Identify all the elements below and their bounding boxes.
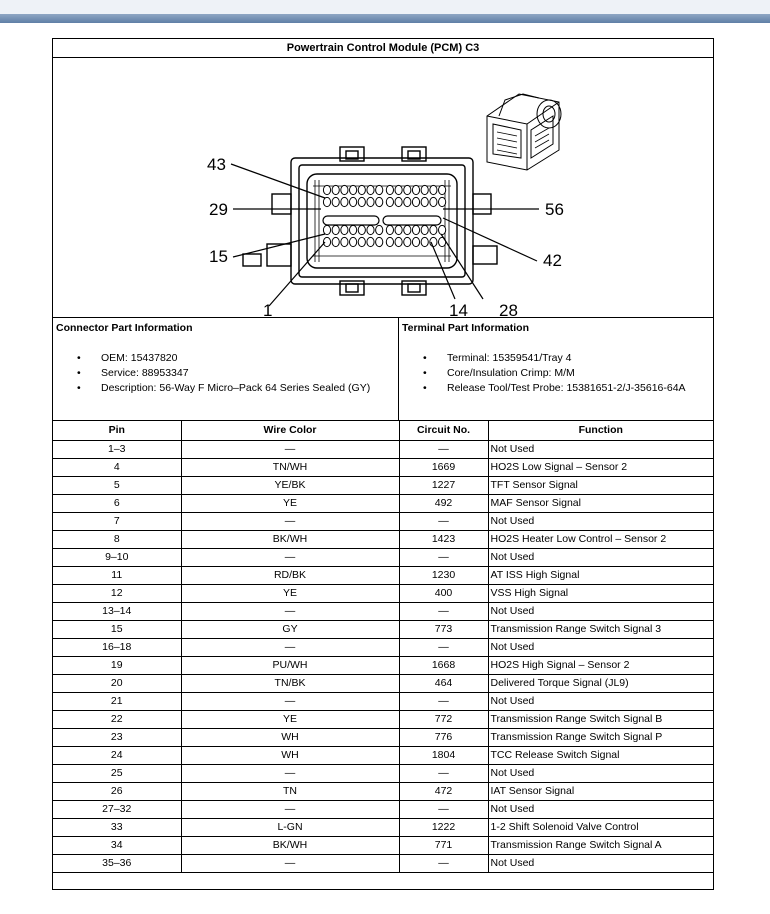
function-cell: Not Used (488, 638, 713, 656)
part-information (53, 318, 713, 421)
function-cell: Not Used (488, 602, 713, 620)
pin-cavity (395, 237, 402, 246)
wire-color-cell: — (181, 692, 399, 710)
wire-color-cell: YE (181, 494, 399, 512)
table-row (53, 530, 713, 548)
function-cell: IAT Sensor Signal (488, 782, 713, 800)
function-cell: Transmission Range Switch Signal 3 (488, 620, 713, 638)
table-row (53, 440, 713, 458)
pin-cavity (341, 225, 348, 234)
table-row (53, 746, 713, 764)
pin-cell: 20 (53, 674, 181, 692)
wire-color-cell: — (181, 512, 399, 530)
table-row (53, 764, 713, 782)
pin-cavity (376, 185, 383, 194)
pin-cell: 11 (53, 566, 181, 584)
pin-label-14: 14 (449, 301, 468, 317)
circuit-cell: — (399, 800, 488, 818)
pin-cell: 15 (53, 620, 181, 638)
circuit-cell: — (399, 764, 488, 782)
circuit-cell: 1423 (399, 530, 488, 548)
pin-cavity (323, 225, 330, 234)
pin-cavity (350, 197, 357, 206)
pin-label-28: 28 (499, 301, 518, 317)
pin-cavity (430, 237, 437, 246)
pin-cavity (421, 225, 428, 234)
wire-color-cell: — (181, 638, 399, 656)
wire-color-cell: WH (181, 746, 399, 764)
pin-cavity (412, 225, 419, 234)
function-cell: Not Used (488, 800, 713, 818)
pin-cell: 8 (53, 530, 181, 548)
wire-color-cell: YE (181, 710, 399, 728)
wire-color-cell: YE/BK (181, 476, 399, 494)
wire-color-cell: — (181, 800, 399, 818)
pin-cavity (350, 237, 357, 246)
wire-color-cell: — (181, 764, 399, 782)
pin-cavity (439, 197, 446, 206)
function-cell: MAF Sensor Signal (488, 494, 713, 512)
connector-housing (291, 158, 473, 284)
function-cell: Not Used (488, 692, 713, 710)
pin-label-1: 1 (263, 301, 273, 317)
pin-cell: 23 (53, 728, 181, 746)
circuit-cell: 1804 (399, 746, 488, 764)
pin-cavity (323, 185, 330, 194)
pin-cavity (341, 185, 348, 194)
column-header-circuit: Circuit No. (399, 421, 488, 440)
pin-cavity (386, 185, 393, 194)
wire-color-cell: — (181, 854, 399, 872)
table-row (53, 710, 713, 728)
pin-cavity (412, 185, 419, 194)
pin-cavity (367, 197, 374, 206)
pin-cell: 19 (53, 656, 181, 674)
table-row (53, 476, 713, 494)
pin-cell: 13–14 (53, 602, 181, 620)
pin-cell: 22 (53, 710, 181, 728)
wire-color-cell: BK/WH (181, 530, 399, 548)
terminal-release-tool: • Release Tool/Test Probe: 15381651-2/J-35616-64A (423, 381, 686, 396)
pin-cavity (439, 225, 446, 234)
column-header-pin: Pin (53, 421, 181, 440)
pin-cell: 24 (53, 746, 181, 764)
pin-cell: 16–18 (53, 638, 181, 656)
pin-cavity (430, 197, 437, 206)
terminal-info-heading: Terminal Part Information (402, 322, 529, 334)
pin-cell: 26 (53, 782, 181, 800)
pin-cavity (404, 225, 411, 234)
pin-number-labels (207, 155, 564, 317)
pin-label-29: 29 (209, 200, 228, 219)
circuit-cell: — (399, 854, 488, 872)
table-row (53, 548, 713, 566)
function-cell: HO2S Heater Low Control – Sensor 2 (488, 530, 713, 548)
wire-color-cell: L-GN (181, 818, 399, 836)
pin-cell: 6 (53, 494, 181, 512)
function-cell: TFT Sensor Signal (488, 476, 713, 494)
pin-cell: 35–36 (53, 854, 181, 872)
table-row (53, 512, 713, 530)
pin-cavity (421, 185, 428, 194)
pin-label-43: 43 (207, 155, 226, 174)
circuit-cell: 773 (399, 620, 488, 638)
column-header-function: Function (488, 421, 713, 440)
function-cell: Not Used (488, 854, 713, 872)
pin-cavity (376, 225, 383, 234)
circuit-cell: 1668 (399, 656, 488, 674)
pin-cavity (341, 197, 348, 206)
pin-cell: 4 (53, 458, 181, 476)
pin-cavity (367, 185, 374, 194)
wire-color-cell: — (181, 548, 399, 566)
wire-color-cell: — (181, 602, 399, 620)
document-title: Powertrain Control Module (PCM) C3 (53, 39, 713, 58)
terminal-part-info (399, 318, 713, 420)
table-row (53, 602, 713, 620)
wire-color-cell: — (181, 440, 399, 458)
connector-oem: • OEM: 15437820 (77, 351, 370, 366)
wire-color-cell: RD/BK (181, 566, 399, 584)
pin-table-header (53, 421, 713, 440)
circuit-cell: 472 (399, 782, 488, 800)
table-row (53, 674, 713, 692)
table-row (53, 638, 713, 656)
table-row (53, 782, 713, 800)
terminal-crimp: • Core/Insulation Crimp: M/M (423, 366, 686, 381)
circuit-cell: — (399, 512, 488, 530)
table-row (53, 494, 713, 512)
circuit-cell: 1222 (399, 818, 488, 836)
pin-cavity (332, 185, 339, 194)
pin-cavity (358, 197, 365, 206)
pin-cavity (395, 225, 402, 234)
pin-cavity (386, 237, 393, 246)
function-cell: AT ISS High Signal (488, 566, 713, 584)
pin-cell: 21 (53, 692, 181, 710)
function-cell: HO2S High Signal – Sensor 2 (488, 656, 713, 674)
pin-leader-lines (231, 164, 539, 306)
function-cell: HO2S Low Signal – Sensor 2 (488, 458, 713, 476)
circuit-cell: 492 (399, 494, 488, 512)
function-cell: Delivered Torque Signal (JL9) (488, 674, 713, 692)
function-cell: 1-2 Shift Solenoid Valve Control (488, 818, 713, 836)
pin-cell: 1–3 (53, 440, 181, 458)
circuit-cell: 776 (399, 728, 488, 746)
pin-cell: 27–32 (53, 800, 181, 818)
window-header-stripe (0, 14, 770, 23)
function-cell: Transmission Range Switch Signal P (488, 728, 713, 746)
column-header-wire-color: Wire Color (181, 421, 399, 440)
pin-cavity (386, 225, 393, 234)
wire-color-cell: TN (181, 782, 399, 800)
pin-label-42: 42 (543, 251, 562, 270)
pin-cavity (395, 197, 402, 206)
pin-label-56: 56 (545, 200, 564, 219)
circuit-cell: 400 (399, 584, 488, 602)
function-cell: Not Used (488, 548, 713, 566)
table-row (53, 800, 713, 818)
pin-cavity (323, 197, 330, 206)
connector-info-list (77, 351, 370, 396)
pin-cavity (350, 225, 357, 234)
table-row (53, 566, 713, 584)
pin-cavity (332, 225, 339, 234)
function-cell: Transmission Range Switch Signal B (488, 710, 713, 728)
circuit-cell: — (399, 692, 488, 710)
table-row (53, 656, 713, 674)
connector-diagram (53, 58, 713, 318)
pin-cell: 12 (53, 584, 181, 602)
connector-description: • Description: 56-Way F Micro–Pack 64 Series Sealed (GY) (77, 381, 370, 396)
table-row (53, 458, 713, 476)
circuit-cell: — (399, 638, 488, 656)
table-row (53, 620, 713, 638)
pin-cell: 9–10 (53, 548, 181, 566)
table-row (53, 692, 713, 710)
pin-cavity (350, 185, 357, 194)
connector-face-drawing (53, 58, 713, 317)
connector-isometric-thumbnail (487, 94, 561, 170)
circuit-cell: 1227 (399, 476, 488, 494)
browser-toolbar (0, 0, 770, 15)
pin-cavity (421, 237, 428, 246)
circuit-cell: 1230 (399, 566, 488, 584)
pin-cavity (386, 197, 393, 206)
pin-cavity (404, 197, 411, 206)
pin-cavity (395, 185, 402, 194)
function-cell: Not Used (488, 764, 713, 782)
pin-cavity (412, 197, 419, 206)
pin-cell: 34 (53, 836, 181, 854)
table-row (53, 836, 713, 854)
function-cell: TCC Release Switch Signal (488, 746, 713, 764)
table-row (53, 854, 713, 872)
connector-info-heading: Connector Part Information (56, 322, 193, 334)
pin-cavity (367, 225, 374, 234)
function-cell: Transmission Range Switch Signal A (488, 836, 713, 854)
pin-cavity (404, 237, 411, 246)
wire-color-cell: PU/WH (181, 656, 399, 674)
pin-cavity (358, 185, 365, 194)
pin-cell: 33 (53, 818, 181, 836)
pin-cavity (430, 225, 437, 234)
wire-color-cell: TN/BK (181, 674, 399, 692)
circuit-cell: 772 (399, 710, 488, 728)
connector-service: • Service: 88953347 (77, 366, 370, 381)
pin-cavity (367, 237, 374, 246)
function-cell: VSS High Signal (488, 584, 713, 602)
function-cell: Not Used (488, 440, 713, 458)
pin-table (53, 421, 713, 873)
function-cell: Not Used (488, 512, 713, 530)
pin-cell: 25 (53, 764, 181, 782)
pin-cavity (332, 197, 339, 206)
pin-cavity (404, 185, 411, 194)
circuit-cell: — (399, 440, 488, 458)
pin-cavity (376, 197, 383, 206)
table-row (53, 818, 713, 836)
pin-cavity (358, 237, 365, 246)
wire-color-cell: BK/WH (181, 836, 399, 854)
wire-color-cell: YE (181, 584, 399, 602)
pin-cavity (412, 237, 419, 246)
pin-cavity (376, 237, 383, 246)
connector-part-info (53, 318, 399, 420)
circuit-cell: 464 (399, 674, 488, 692)
terminal-info-list (423, 351, 686, 396)
terminal-number: • Terminal: 15359541/Tray 4 (423, 351, 686, 366)
wire-color-cell: WH (181, 728, 399, 746)
pin-label-15: 15 (209, 247, 228, 266)
pin-cavity (358, 225, 365, 234)
connector-document (52, 38, 714, 890)
wire-color-cell: TN/WH (181, 458, 399, 476)
circuit-cell: — (399, 602, 488, 620)
circuit-cell: 1669 (399, 458, 488, 476)
pin-cavity (439, 185, 446, 194)
pin-cell: 5 (53, 476, 181, 494)
wire-color-cell: GY (181, 620, 399, 638)
circuit-cell: 771 (399, 836, 488, 854)
pin-cavity (332, 237, 339, 246)
pin-cavity (421, 197, 428, 206)
circuit-cell: — (399, 548, 488, 566)
pin-cavity (341, 237, 348, 246)
table-row (53, 584, 713, 602)
table-row (53, 728, 713, 746)
pin-cavity (430, 185, 437, 194)
pin-cell: 7 (53, 512, 181, 530)
